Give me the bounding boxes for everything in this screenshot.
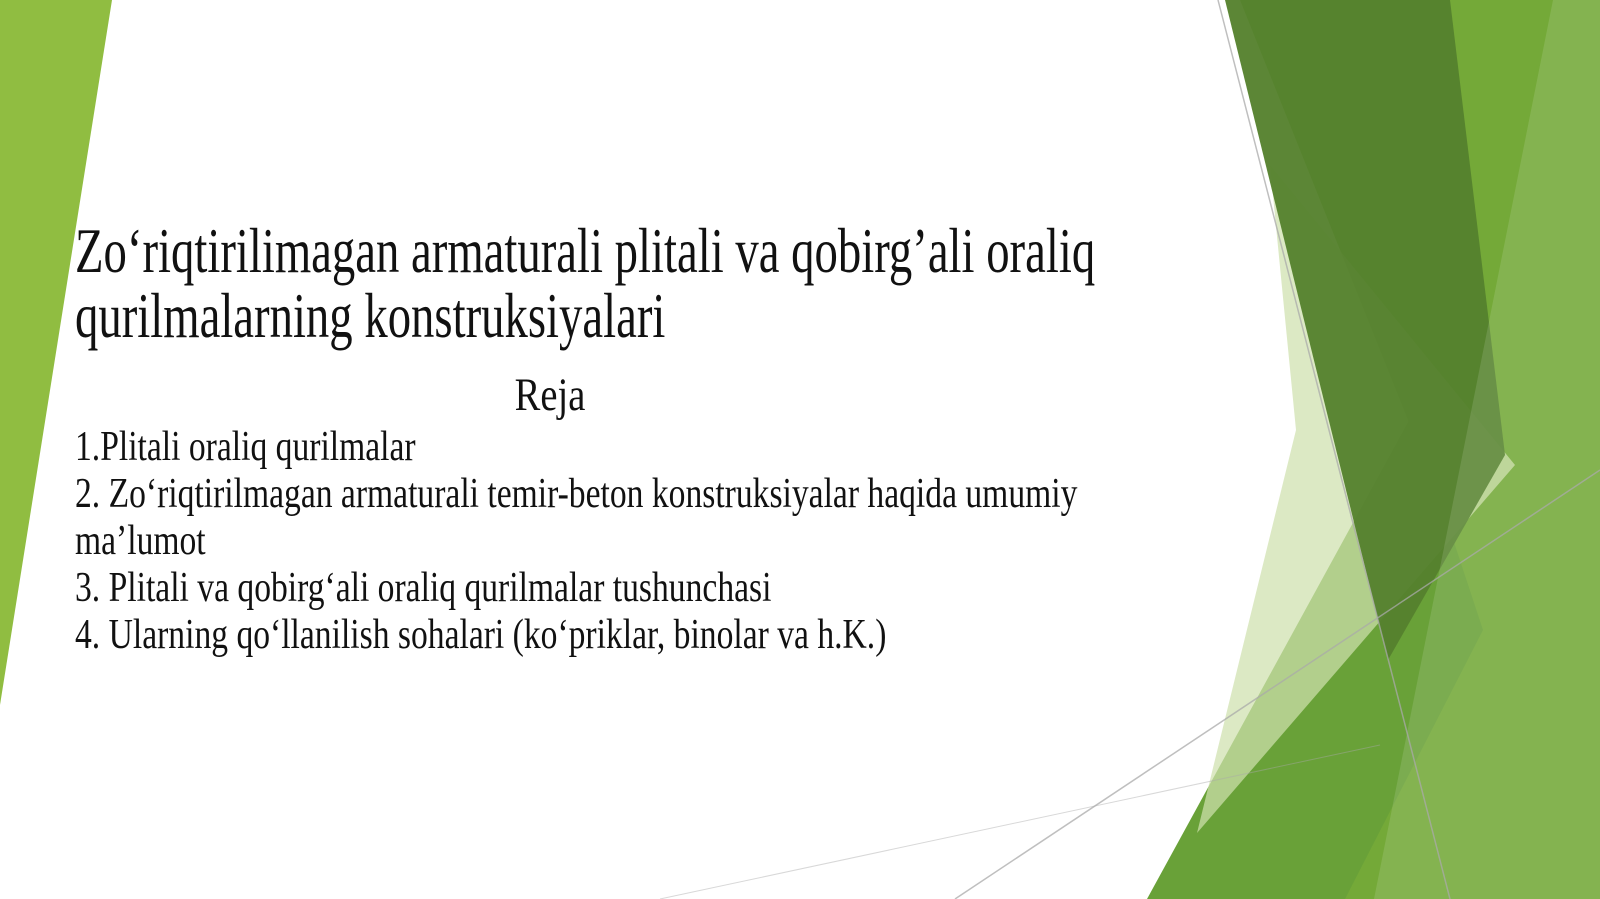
agenda-item-4: 4. Ularning qo‘llanilish sohalari (ko‘priklar, binolar va h.K.): [75, 612, 887, 658]
agenda-item-3: 3. Plitali va qobirg‘ali oraliq qurilmalar tushunchasi: [75, 565, 772, 611]
agenda-heading: Reja: [514, 369, 586, 421]
slide-title: [75, 215, 1243, 351]
agenda-item-2-continuation: ma’lumot: [75, 518, 206, 564]
agenda-list: [75, 424, 1595, 659]
slide-title-line-2: qurilmalarning konstruksiyalari: [75, 280, 666, 351]
agenda-item-2: 2. Zo‘riqtirilmagan armaturali temir-beton konstruksiyalar haqida umumiy: [75, 471, 1078, 517]
agenda-item-1: 1.Plitali oraliq qurilmalar: [75, 424, 416, 470]
slide-title-line-1: Zo‘riqtirilimagan armaturali plitali va qobirg’ali oraliq: [75, 215, 1096, 286]
